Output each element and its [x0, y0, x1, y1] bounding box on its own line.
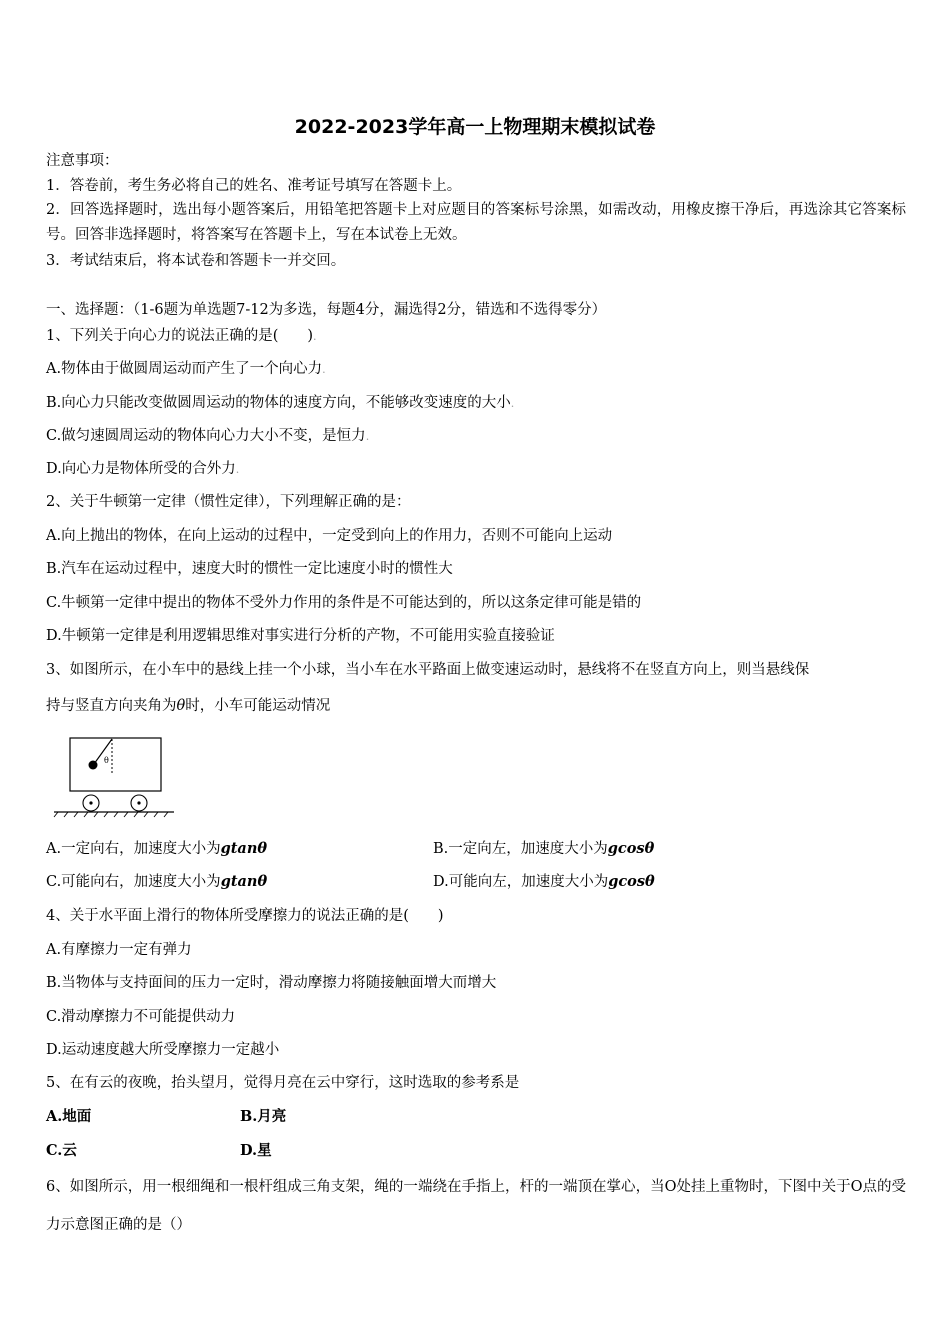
theta-label: θ	[104, 756, 109, 765]
ground-hatching	[54, 812, 168, 817]
question-2-option-c: C.牛顿第一定律中提出的物体不受外力作用的条件是不可能达到的，所以这条定律可能是错的	[46, 595, 642, 611]
question-3-option-d: D.可能向左，加速度大小为gcosθ	[433, 873, 655, 890]
question-2-option-a: A.向上抛出的物体，在向上运动的过程中，一定受到向上的作用力，否则不可能向上运动	[46, 528, 613, 544]
notice-item-2: 2．回答选择题时，选出每小题答案后，用铅笔把答题卡上对应题目的答案标号涂黑，如需改动，用橡皮擦干净后，再选涂其它答案标号。回答非选择题时，将答案写在答题卡上，写在本试卷上无效。	[46, 202, 906, 243]
question-4-option-d: D.运动速度越大所受摩擦力一定越小	[46, 1042, 280, 1058]
question-1-stem: 1、下列关于向心力的说法正确的是( ).	[46, 328, 317, 344]
notice-heading: 注意事项：	[46, 153, 119, 169]
question-1-option-d: D.向心力是物体所受的合外力.	[46, 461, 240, 477]
page-title: 2022-2023学年高一上物理期末模拟试卷	[294, 116, 656, 138]
question-3-stem-line2: 持与竖直方向夹角为θ时，小车可能运动情况	[46, 698, 331, 714]
question-5-option-b: B.月亮	[240, 1108, 287, 1125]
cart-pendulum-figure	[52, 734, 182, 818]
right-wheel-axle	[137, 801, 140, 804]
question-2-option-b: B.汽车在运动过程中，速度大时的惯性一定比速度小时的惯性大	[46, 561, 453, 577]
notice-item-3: 3．考试结束后，将本试卷和答题卡一并交回。	[46, 253, 346, 269]
question-3-option-b: B.一定向左，加速度大小为gcosθ	[433, 840, 655, 857]
cart-body	[70, 738, 161, 791]
question-3-option-c: C.可能向右，加速度大小为gtanθ	[46, 873, 268, 890]
question-1-option-a: A.物体由于做圆周运动而产生了一个向心力.	[46, 361, 326, 377]
question-3-stem-line1: 3、如图所示，在小车中的悬线上挂一个小球，当小车在水平路面上做变速运动时，悬线将不在竖直方向上，则当悬线保	[46, 662, 810, 678]
question-1-option-c: C.做匀速圆周运动的物体向心力大小不变，是恒力.	[46, 428, 370, 444]
question-4-option-b: B.当物体与支持面间的压力一定时，滑动摩擦力将随接触面增大而增大	[46, 975, 497, 991]
section-heading: 一、选择题：（1-6题为单选题7-12为多选，每题4分，漏选得2分，错选和不选得零分）	[46, 302, 607, 318]
question-6-stem: 6、如图所示，用一根细绳和一根杆组成三角支架，绳的一端绕在手指上，杆的一端顶在掌心，当O处挂上重物时，下图中关于O点的受力示意图正确的是（）	[46, 1179, 906, 1233]
question-2-option-d: D.牛顿第一定律是利用逻辑思维对事实进行分析的产物，不可能用实验直接验证	[46, 628, 555, 644]
question-5-stem: 5、在有云的夜晚，抬头望月，觉得月亮在云中穿行，这时选取的参考系是	[46, 1075, 520, 1091]
question-1-option-b: B.向心力只能改变做圆周运动的物体的速度方向，不能够改变速度的大小.	[46, 395, 515, 411]
question-3-option-a: A.一定向右，加速度大小为gtanθ	[46, 840, 268, 857]
question-4-option-c: C.滑动摩擦力不可能提供动力	[46, 1009, 236, 1025]
question-4-stem: 4、关于水平面上滑行的物体所受摩擦力的说法正确的是( )	[46, 908, 444, 924]
question-5-option-c: C.云	[46, 1142, 77, 1159]
question-5-option-d: D.星	[240, 1142, 272, 1159]
question-5-option-a: A.地面	[46, 1108, 92, 1125]
question-4-option-a: A.有摩擦力一定有弹力	[46, 942, 192, 958]
notice-item-1: 1．答卷前，考生务必将自己的姓名、准考证号填写在答题卡上。	[46, 178, 462, 194]
left-wheel-axle	[89, 801, 92, 804]
suspension-string	[94, 739, 112, 764]
question-2-stem: 2、关于牛顿第一定律（惯性定律），下列理解正确的是：	[46, 494, 411, 510]
ball	[89, 761, 98, 770]
